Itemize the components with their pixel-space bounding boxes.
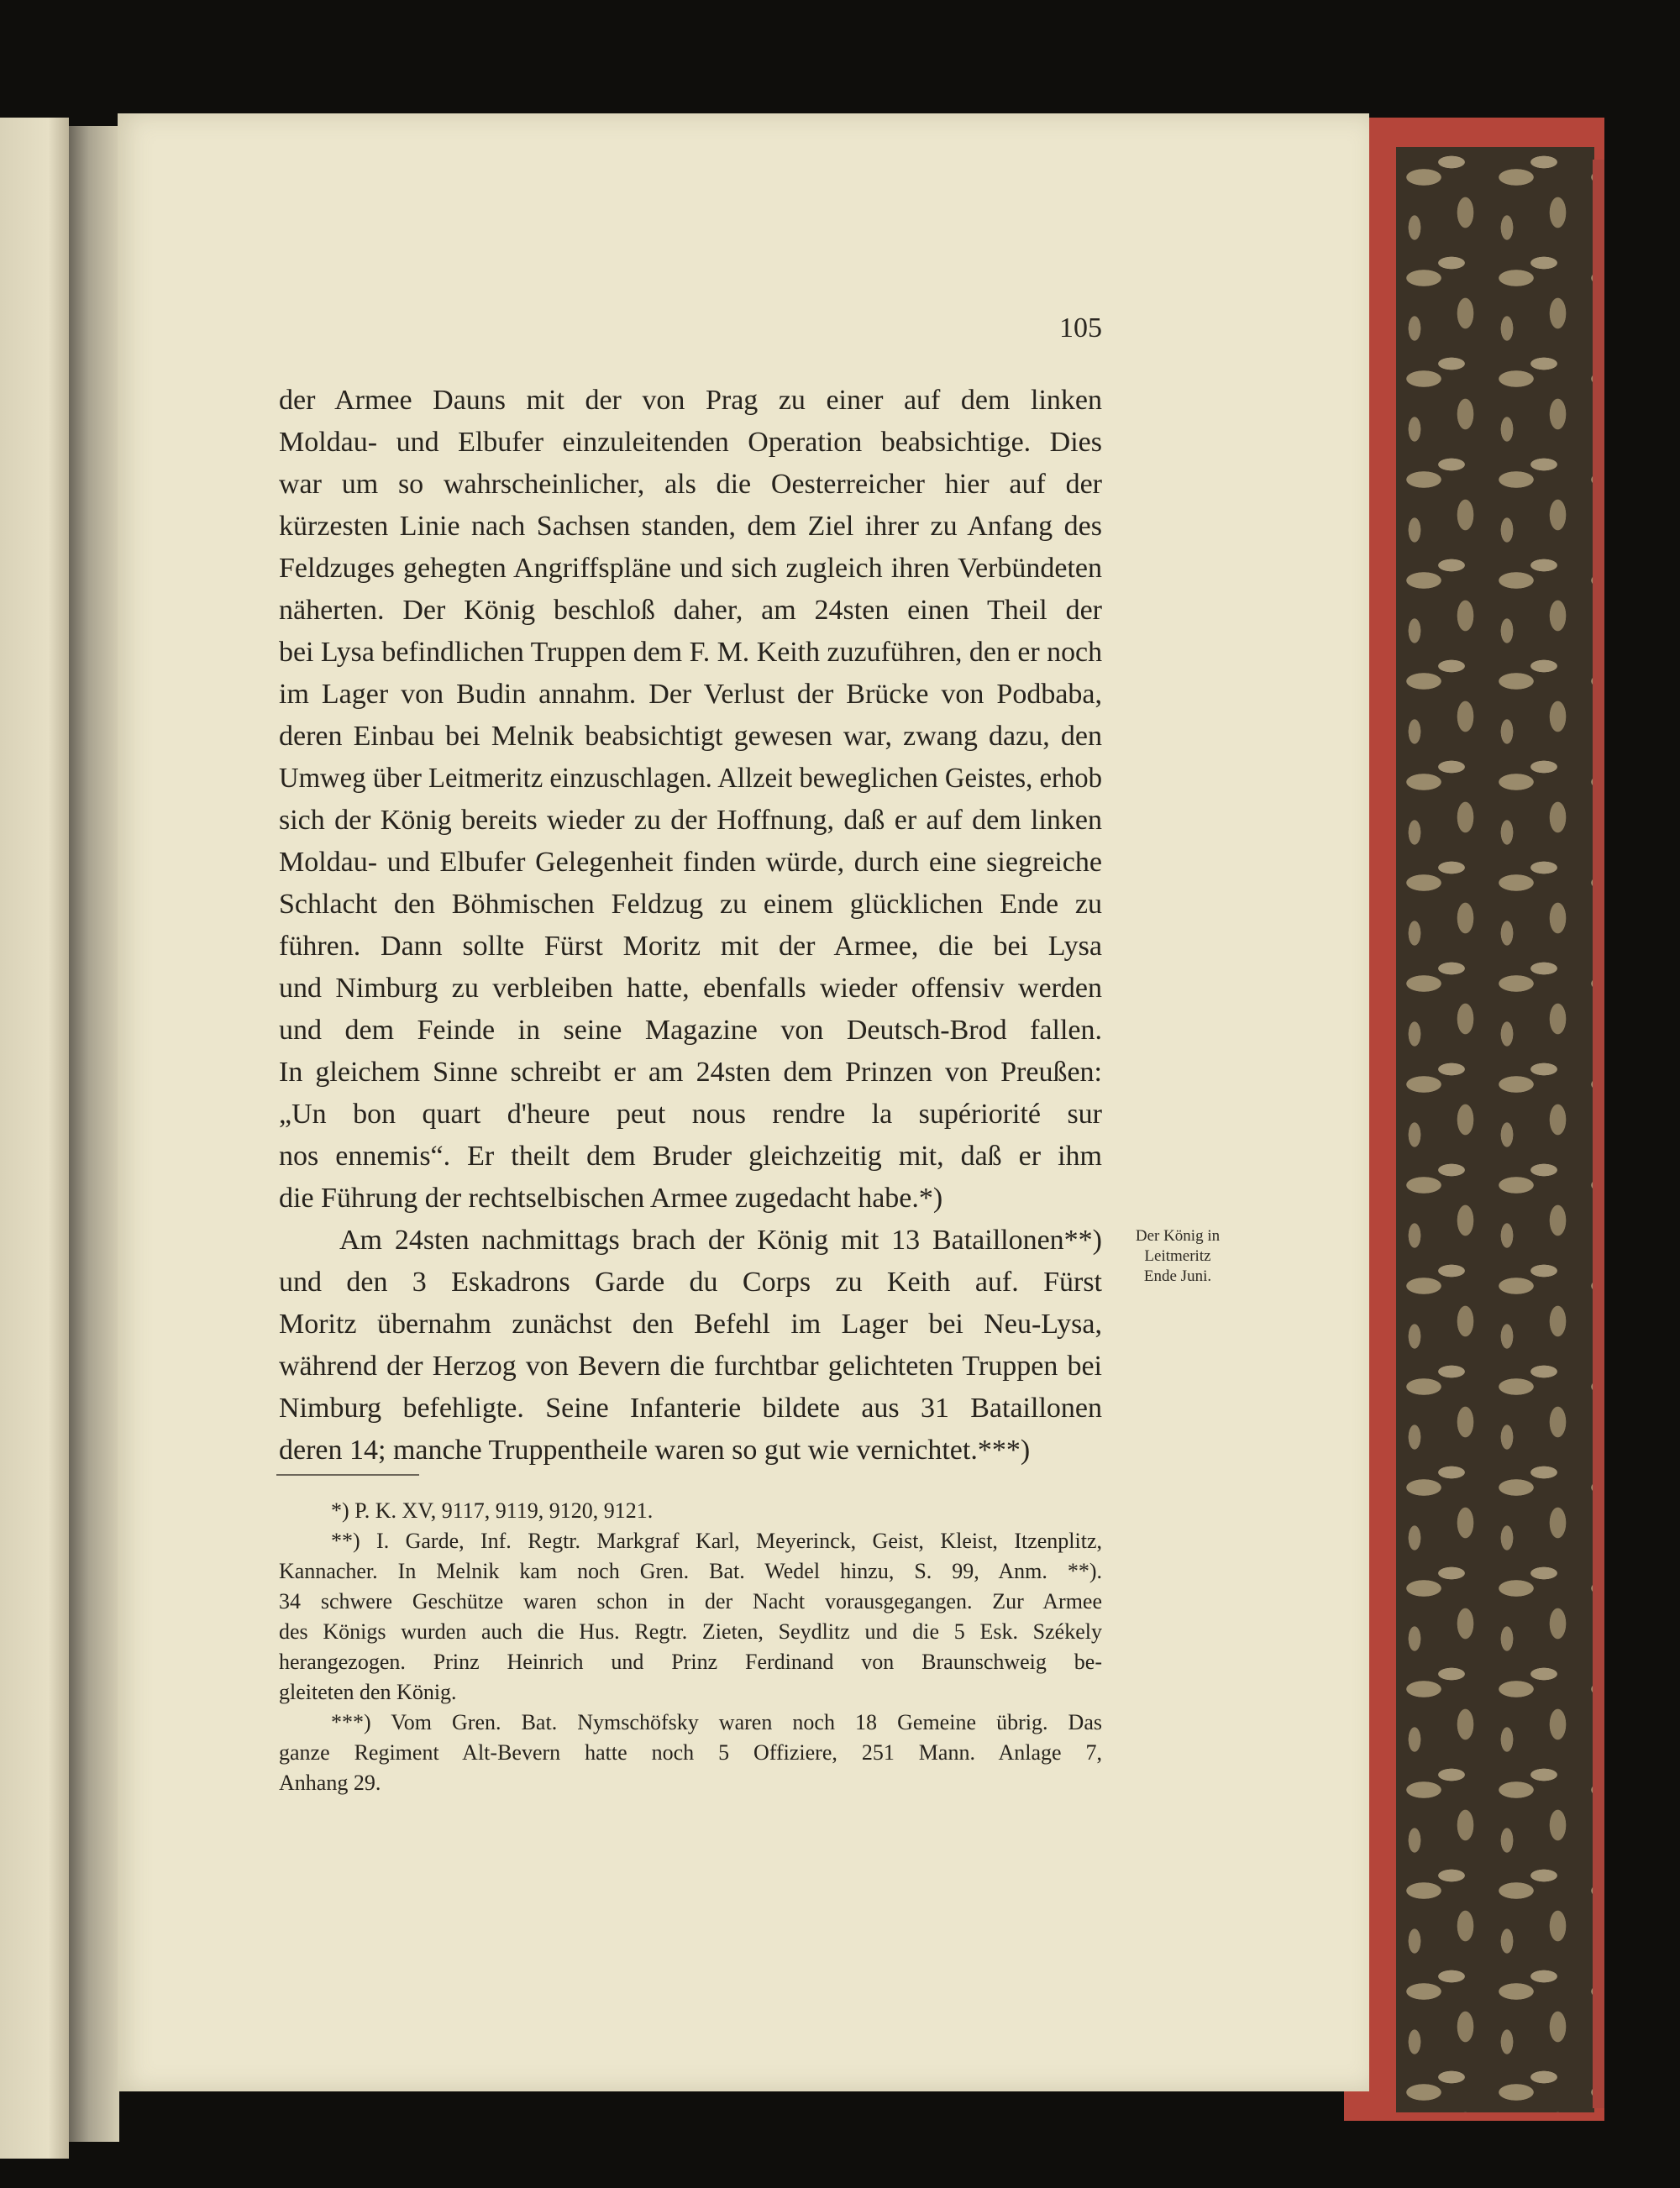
- text-line: [279, 926, 1102, 968]
- text-line-content: Kannacher. In Melnik kam noch Gren. Bat. Wedel hinzu, S. 99, Anm. **).: [279, 1559, 1102, 1583]
- text-line: [279, 1052, 1102, 1094]
- text-line-content: ganze Regiment Alt-Bevern hatte noch 5 Offiziere, 251 Mann. Anlage 7,: [279, 1740, 1102, 1765]
- text-line-content: herangezogen. Prinz Heinrich und Prinz Ferdinand von Braunschweig be-: [279, 1650, 1102, 1674]
- text-line: [279, 968, 1102, 1010]
- text-line: [279, 1768, 1102, 1798]
- text-line-content: der Armee Dauns mit der von Prag zu einer auf dem linken: [279, 385, 1102, 416]
- text-line-content: Umweg über Leitmeritz einzuschlagen. Allzeit beweglichen Geistes, erhob: [279, 763, 1102, 794]
- text-line: [279, 1094, 1102, 1136]
- text-line-content: deren Einbau bei Melnik beabsichtigt gewesen war, zwang dazu, den: [279, 721, 1102, 752]
- text-line-content: gleiteten den König.: [279, 1680, 457, 1704]
- text-line-content: Moldau- und Elbufer einzuleitenden Operation beabsichtige. Dies: [279, 427, 1102, 458]
- text-line: [279, 380, 1102, 422]
- text-line: [279, 1677, 1102, 1708]
- text-line: [279, 884, 1102, 926]
- text-line-content: und den 3 Eskadrons Garde du Corps zu Keith auf. Fürst: [279, 1267, 1102, 1298]
- text-line-content: In gleichem Sinne schreibt er am 24sten dem Prinzen von Preußen:: [279, 1057, 1102, 1088]
- text-line-content: Am 24sten nachmittags brach der König mit 13 Bataillonen**): [339, 1225, 1102, 1256]
- text-line: [279, 1708, 1102, 1738]
- text-line: [279, 1178, 1102, 1220]
- text-line: [279, 1587, 1102, 1617]
- text-line-content: „Un bon quart d'heure peut nous rendre la supériorité sur: [279, 1099, 1102, 1130]
- text-line-content: ***) Vom Gren. Bat. Nymschöfsky waren noch 18 Gemeine übrig. Das: [331, 1710, 1102, 1734]
- text-line: [279, 1220, 1102, 1262]
- marbled-endpaper: [1396, 147, 1594, 2112]
- text-line: [279, 1526, 1102, 1556]
- text-line-content: Moritz übernahm zunächst den Befehl im Lager bei Neu-Lysa,: [279, 1309, 1102, 1340]
- main-text: [279, 380, 1102, 1472]
- text-line-content: **) I. Garde, Inf. Regtr. Markgraf Karl, Meyerinck, Geist, Kleist, Itzenplitz,: [331, 1529, 1102, 1553]
- text-line-content: und Nimburg zu verbleiben hatte, ebenfalls wieder offensiv werden: [279, 973, 1102, 1004]
- book-gutter: [69, 126, 119, 2142]
- text-line: [279, 506, 1102, 548]
- text-line-content: führen. Dann sollte Fürst Moritz mit der Armee, die bei Lysa: [279, 931, 1102, 962]
- marginal-note-line: Der König in: [1135, 1227, 1221, 1245]
- text-line: [279, 716, 1102, 758]
- text-line-content: Nimburg befehligte. Seine Infanterie bildete aus 31 Bataillonen: [279, 1393, 1102, 1424]
- text-line: [279, 674, 1102, 716]
- text-line-content: 34 schwere Geschütze waren schon in der Nacht vorausgegangen. Zur Armee: [279, 1589, 1102, 1613]
- cover-spine-edge: [1593, 160, 1604, 2108]
- text-line: [279, 1346, 1102, 1388]
- text-line: [279, 800, 1102, 842]
- text-line-content: näherten. Der König beschloß daher, am 24sten einen Theil der: [279, 595, 1102, 626]
- text-line-content: Feldzuges gehegten Angriffspläne und sich zugleich ihren Verbündeten: [279, 553, 1102, 584]
- text-line: [279, 1738, 1102, 1768]
- text-line: [279, 1430, 1102, 1472]
- text-line: [279, 1496, 1102, 1526]
- text-line-content: nos ennemis“. Er theilt dem Bruder gleichzeitig mit, daß er ihm: [279, 1141, 1102, 1172]
- text-line: [279, 1304, 1102, 1346]
- text-line-content: Schlacht den Böhmischen Feldzug zu einem glücklichen Ende zu: [279, 889, 1102, 920]
- footnotes: [279, 1496, 1102, 1798]
- text-line-content: die Führung der rechtselbischen Armee zugedacht habe.*): [279, 1183, 943, 1214]
- text-line: [279, 758, 1102, 800]
- marginal-note-line: Leitmeritz: [1144, 1247, 1211, 1265]
- text-line: [279, 1617, 1102, 1647]
- previous-page-edge: [0, 118, 69, 2159]
- text-line: [279, 1136, 1102, 1178]
- text-line-content: des Königs wurden auch die Hus. Regtr. Zieten, Seydlitz und die 5 Esk. Székely: [279, 1619, 1102, 1644]
- text-line: [279, 1647, 1102, 1677]
- text-line-content: während der Herzog von Bevern die furchtbar gelichteten Truppen bei: [279, 1351, 1102, 1382]
- marginal-note: [1110, 1226, 1245, 1287]
- page-number: 105: [1059, 312, 1102, 344]
- text-line-content: deren 14; manche Truppentheile waren so gut wie vernichtet.***): [279, 1435, 1031, 1466]
- text-line: [279, 1556, 1102, 1587]
- text-line-content: sich der König bereits wieder zu der Hoffnung, daß er auf dem linken: [279, 805, 1102, 836]
- text-line-content: und dem Feinde in seine Magazine von Deutsch-Brod fallen.: [279, 1015, 1102, 1046]
- text-line-content: im Lager von Budin annahm. Der Verlust der Brücke von Podbaba,: [279, 679, 1102, 710]
- text-line-content: *) P. K. XV, 9117, 9119, 9120, 9121.: [331, 1498, 654, 1523]
- text-line-content: bei Lysa befindlichen Truppen dem F. M. Keith zuzuführen, den er noch: [279, 637, 1103, 668]
- text-line-content: Moldau- und Elbufer Gelegenheit finden würde, durch eine siegreiche: [279, 847, 1102, 878]
- text-line: [279, 1262, 1102, 1304]
- text-line: [279, 1010, 1102, 1052]
- text-line: [279, 842, 1102, 884]
- text-line: [279, 1388, 1102, 1430]
- text-line-content: war um so wahrscheinlicher, als die Oesterreicher hier auf der: [279, 469, 1102, 500]
- text-line-content: kürzesten Linie nach Sachsen standen, dem Ziel ihrer zu Anfang des: [279, 511, 1102, 542]
- footnote-separator: [276, 1474, 419, 1476]
- text-line: [279, 422, 1102, 464]
- text-line: [279, 590, 1102, 632]
- text-line: [279, 548, 1102, 590]
- text-line-content: Anhang 29.: [279, 1771, 381, 1795]
- text-line: [279, 464, 1102, 506]
- text-line: [279, 632, 1102, 674]
- marginal-note-line: Ende Juni.: [1143, 1267, 1212, 1285]
